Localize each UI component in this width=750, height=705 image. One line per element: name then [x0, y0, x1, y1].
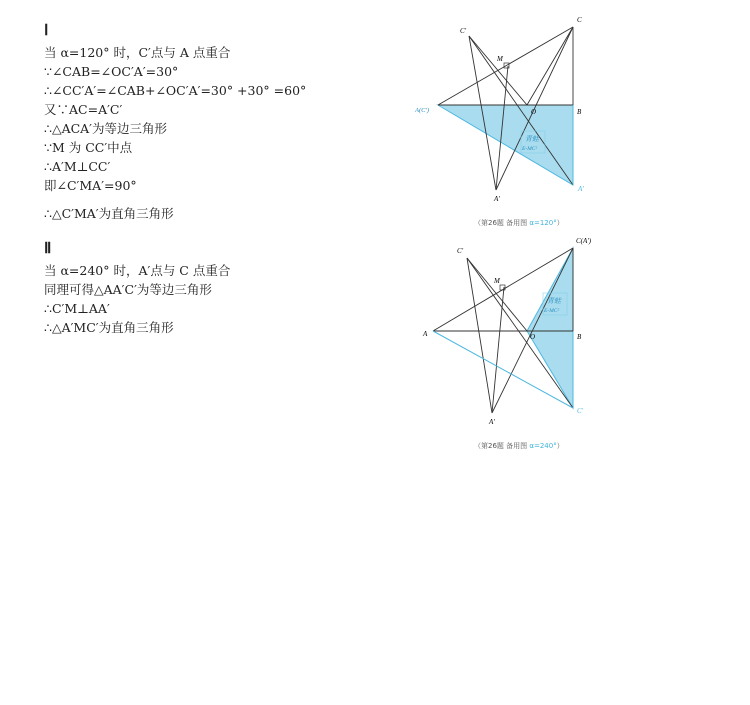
- part-1-heading: Ⅰ: [44, 23, 49, 39]
- label-a-prime-blue: A′: [578, 185, 584, 193]
- label-c-prime-blue: C′: [577, 407, 584, 415]
- label-a-prime: A′: [489, 418, 495, 426]
- svg-text:E-MC²: E-MC²: [544, 308, 560, 314]
- label-a: A: [423, 330, 428, 338]
- label-m: M: [497, 55, 503, 63]
- label-a-prime: A′: [494, 195, 500, 203]
- text-line: ∴∠CC′A′=∠CAB+∠OC′A′=30° +30° =60°: [44, 83, 307, 98]
- label-o: O: [530, 333, 536, 341]
- text-line: 同理可得△AA′C′为等边三角形: [44, 282, 212, 297]
- label-c-prime: C′: [457, 247, 464, 255]
- svg-text:青蛙: 青蛙: [547, 297, 561, 305]
- figure-1-caption: （第26题 备用图 α=120°）: [474, 219, 564, 227]
- label-o: O: [531, 108, 537, 116]
- label-b: B: [577, 333, 582, 341]
- figure-2-caption: （第26题 备用图 α=240°）: [474, 442, 564, 450]
- text-line: 当 α=240° 时，A′点与 C 点重合: [44, 263, 231, 278]
- text-line: ∴△ACA′为等边三角形: [44, 121, 168, 136]
- text-line: 又∵AC=A′C′: [44, 102, 123, 117]
- text-line: ∴C′M⊥AA′: [44, 301, 110, 316]
- text-line: ∴A′M⊥CC′: [44, 159, 111, 174]
- text-line: ∵∠CAB=∠OC′A′=30°: [44, 64, 179, 79]
- svg-text:E-MC²: E-MC²: [522, 146, 538, 152]
- text-line: ∴△C′MA′为直角三角形: [44, 206, 174, 221]
- svg-text:青蛙: 青蛙: [525, 135, 539, 143]
- label-c-prime: C′: [460, 27, 467, 35]
- label-c: C(A′): [576, 237, 592, 245]
- text-line: ∴△A′MC′为直角三角形: [44, 320, 174, 335]
- text-line: 当 α=120° 时，C′点与 A 点重合: [44, 45, 231, 60]
- text-line: ∵M 为 CC′中点: [44, 140, 133, 155]
- label-m: M: [494, 277, 500, 285]
- label-c: C: [577, 16, 582, 24]
- label-b: B: [577, 108, 582, 116]
- text-line: 即∠C′MA′=90°: [44, 178, 137, 193]
- part-2-heading: Ⅱ: [44, 241, 52, 257]
- label-a: A(C′): [415, 107, 430, 114]
